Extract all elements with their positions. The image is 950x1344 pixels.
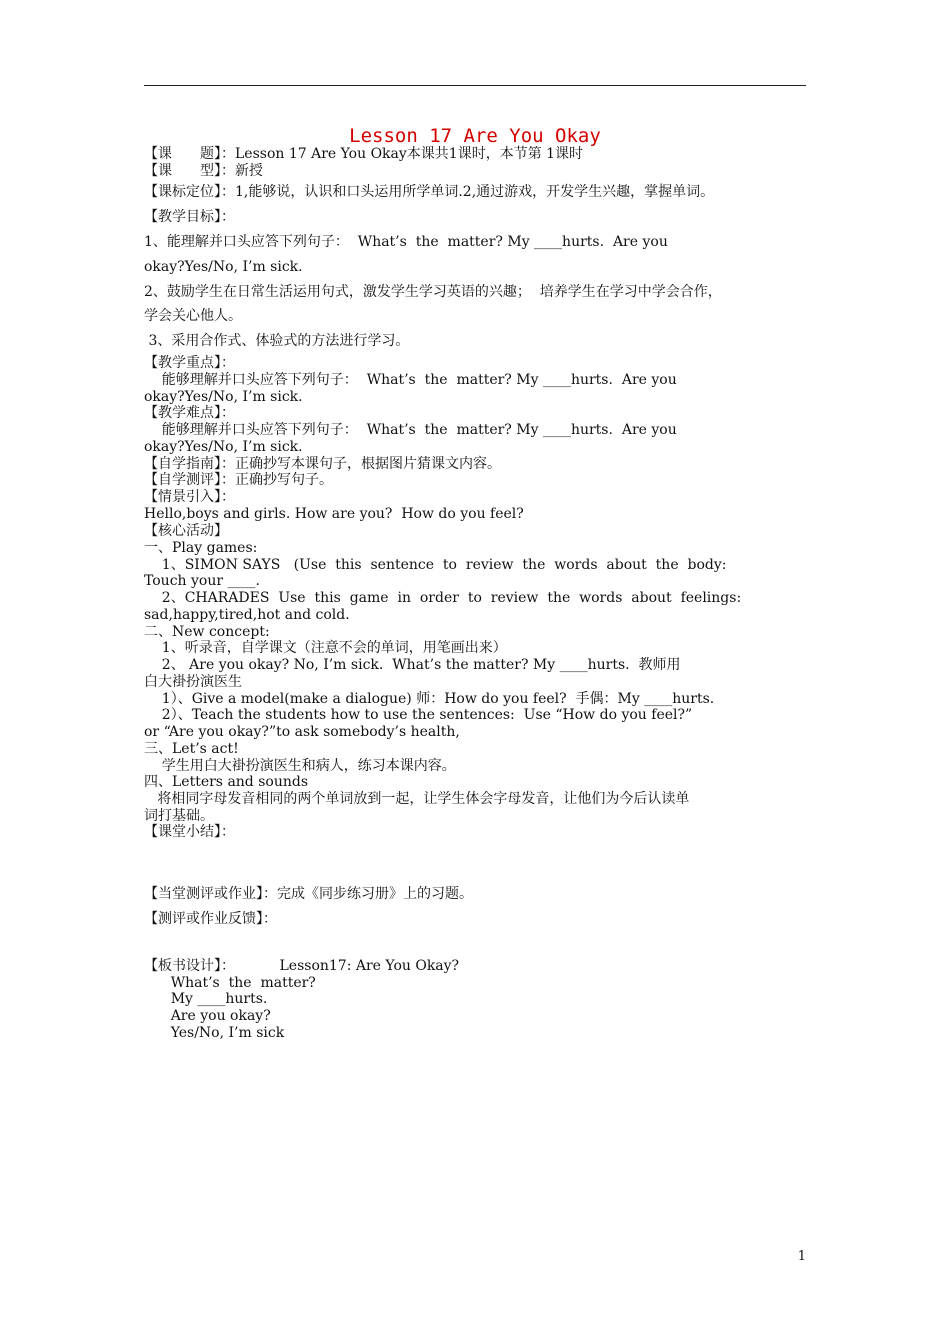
dialogue-line: 2、 Are you okay? No, I’m sick. What’s the matter? My ____hurts. 教师用 (144, 657, 681, 673)
section-2-heading: 二、New concept: (144, 624, 270, 640)
act-line: 学生用白大褂扮演医生和病人，练习本课内容。 (144, 758, 456, 774)
section-1-heading: 一、Play games: (144, 540, 258, 556)
teaching-goals-heading: 【教学目标】： (144, 209, 235, 225)
board-line-2: My ____hurts. (144, 991, 268, 1007)
teach-line: 2）、Teach the students how to use the sentences: Use “How do you feel?” (144, 707, 693, 723)
model-line: 1）、Give a model(make a dialogue) 师：How do you feel? 手偶：My ____hurts. (144, 691, 715, 707)
board-line-4: Yes/No, I’m sick (144, 1025, 285, 1041)
homework-line: 【当堂测评或作业】：完成《同步练习册》上的习题。 (144, 886, 473, 902)
board-design-line: 【板书设计】： Lesson17: Are You Okay? (144, 958, 460, 974)
difficult-points-line: 能够理解并口头应答下列句子： What’s the matter? My ____hurts. Are you (144, 422, 677, 438)
lesson-title: Lesson 17 Are You Okay (349, 125, 601, 147)
goal-1-cont: okay?Yes/No, I’m sick. (144, 259, 303, 275)
key-points-line: 能够理解并口头应答下列句子： What’s the matter? My ____hurts. Are you (144, 372, 677, 388)
class-summary-heading: 【课堂小结】： (144, 824, 235, 840)
goal-1-line: 1、能理解并口头应答下列句子： What’s the matter? My ____hurts. Are you (144, 234, 668, 250)
simon-says-cont: Touch your ____. (144, 573, 260, 589)
self-study-guide-line: 【自学指南】：正确抄写本课句子，根据图片猜课文内容。 (144, 456, 501, 472)
listen-line: 1、听录音，自学课文（注意不会的单词，用笔画出来） (144, 640, 507, 656)
letters-cont: 词打基础。 (144, 808, 214, 824)
board-line-3: Are you okay? (144, 1008, 271, 1024)
goal-2-line: 2、鼓励学生在日常生活运用句式，激发学生学习英语的兴趣； 培养学生在学习中学会合作， (144, 284, 722, 300)
key-points-heading: 【教学重点】： (144, 355, 235, 371)
goal-2-cont: 学会关心他人。 (144, 308, 242, 324)
charades-cont: sad,happy,tired,hot and cold. (144, 607, 350, 623)
course-type-line: 【课 型】：新授 (144, 163, 263, 179)
letters-line: 将相同字母发音相同的两个单词放到一起，让学生体会字母发音，让他们为今后认读单 (144, 791, 690, 807)
charades-line: 2、CHARADES Use this game in order to review the words about feelings: (144, 590, 742, 606)
section-3-heading: 三、Let’s act! (144, 741, 239, 757)
teach-cont: or “Are you okay?”to ask somebody’s health, (144, 724, 460, 740)
key-points-cont: okay?Yes/No, I’m sick. (144, 389, 303, 405)
scene-intro-heading: 【情景引入】： (144, 489, 235, 505)
course-topic-line: 【课 题】：Lesson 17 Are You Okay本课共1课时，本节第 1课时 (144, 146, 584, 162)
scene-intro-line: Hello,boys and girls. How are you? How do you feel? (144, 506, 524, 522)
core-activities-heading: 【核心活动】 (144, 523, 228, 539)
dialogue-cont: 白大褂扮演医生 (144, 674, 242, 690)
simon-says-line: 1、SIMON SAYS (Use this sentence to review the words about the body: (144, 557, 727, 573)
self-study-test-line: 【自学测评】：正确抄写句子。 (144, 472, 333, 488)
goal-3-line: 3、采用合作式、体验式的方法进行学习。 (144, 333, 410, 349)
curriculum-position-line: 【课标定位】：1,能够说，认识和口头运用所学单词.2,通过游戏，开发学生兴趣，掌握单词。 (144, 184, 715, 200)
section-4-heading: 四、Letters and sounds (144, 774, 309, 790)
page-number: 1 (797, 1249, 806, 1264)
difficult-points-cont: okay?Yes/No, I’m sick. (144, 439, 303, 455)
header-rule (144, 85, 806, 86)
feedback-heading: 【测评或作业反馈】： (144, 911, 277, 927)
difficult-points-heading: 【教学难点】： (144, 405, 235, 421)
board-line-1: What’s the matter? (144, 975, 316, 991)
